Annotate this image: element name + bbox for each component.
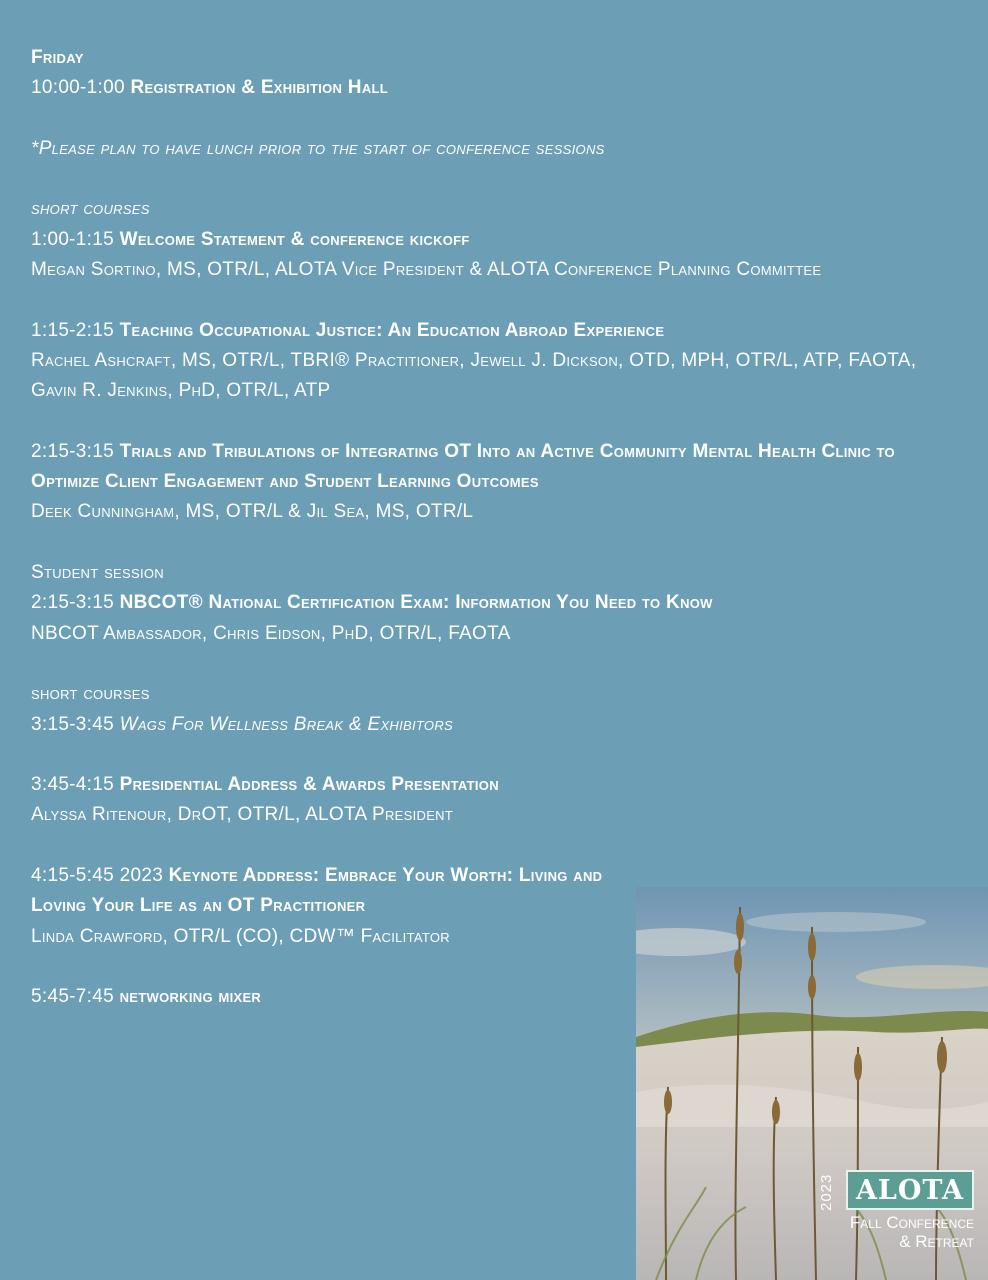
session-title: Welcome Statement & conference kickoff	[119, 228, 470, 250]
schedule	[31, 43, 961, 1013]
session-time: 3:45-4:15	[31, 774, 114, 796]
session-time: 2:15-3:15	[31, 592, 114, 614]
session-presidential	[31, 770, 961, 800]
session-prefix: 2023	[119, 865, 164, 887]
logo-tagline-1: Fall Conference	[849, 1213, 974, 1232]
session-title: networking mixer	[119, 986, 262, 1008]
registration-title: Registration & Exhibition Hall	[130, 77, 388, 99]
session-presenters: Alyssa Ritenour, DrOT, OTR/L, ALOTA President	[31, 804, 454, 826]
logo-text: ALOTA	[855, 1174, 965, 1206]
registration-time: 10:00-1:00	[31, 77, 125, 99]
session-nbcot	[31, 588, 961, 618]
session-title: NBCOT® National Certification Exam: Information You Need to Know	[119, 592, 713, 614]
session-time: 3:15-3:45	[31, 713, 114, 735]
session-title: Keynote Address: Embrace Your Worth: Living and Loving Your Life as an OT Practitioner	[31, 865, 603, 917]
session-presenters: Rachel Ashcraft, MS, OTR/L, TBRI® Practitioner, Jewell J. Dickson, OTD, MPH, OTR/L, ATP, FAOTA, Gavin R. Jenkins, PhD, OTR/L, ATP	[31, 349, 917, 402]
session-time: 5:45-7:45	[31, 986, 114, 1008]
session-presenters: Linda Crawford, OTR/L (CO), CDW™ Facilitator	[31, 925, 450, 947]
lunch-note: *Please plan to have lunch prior to the start of conference sessions	[31, 137, 605, 159]
session-welcome	[31, 225, 961, 255]
session-title: Teaching Occupational Justice: An Education Abroad Experience	[119, 319, 665, 341]
day-heading: Friday	[31, 47, 84, 68]
session-wags	[31, 710, 961, 740]
session-title: Wags For Wellness Break & Exhibitors	[119, 713, 453, 735]
section-heading-short-courses: short courses	[31, 683, 150, 705]
registration-line	[31, 73, 961, 103]
session-time: 1:15-2:15	[31, 319, 114, 341]
session-presenters: NBCOT Ambassador, Chris Eidson, PhD, OTR/L, FAOTA	[31, 622, 511, 644]
section-heading-short-courses: short courses	[31, 198, 150, 220]
session-time: 1:00-1:15	[31, 228, 114, 250]
session-presenters: Deek Cunningham, MS, OTR/L & Jil Sea, MS, OTR/L	[31, 501, 474, 523]
session-justice	[31, 316, 961, 346]
logo-tagline-2: & Retreat	[899, 1232, 974, 1251]
session-title: Presidential Address & Awards Presentation	[119, 774, 499, 796]
session-presenters: Megan Sortino, MS, OTR/L, ALOTA Vice President & ALOTA Conference Planning Committee	[31, 259, 822, 281]
section-heading-student-session: Student session	[31, 562, 164, 584]
alota-logo	[846, 1170, 974, 1210]
logo-year: 2023	[818, 1173, 835, 1211]
session-time: 2:15-3:15	[31, 440, 114, 462]
session-time: 4:15-5:45	[31, 865, 114, 887]
session-trials	[31, 437, 961, 498]
session-title: Trials and Tribulations of Integrating OT Into an Active Community Mental Health Clinic to Optimize Client Engagement and Student Learning Outcomes	[31, 440, 895, 493]
session-keynote	[31, 861, 621, 922]
